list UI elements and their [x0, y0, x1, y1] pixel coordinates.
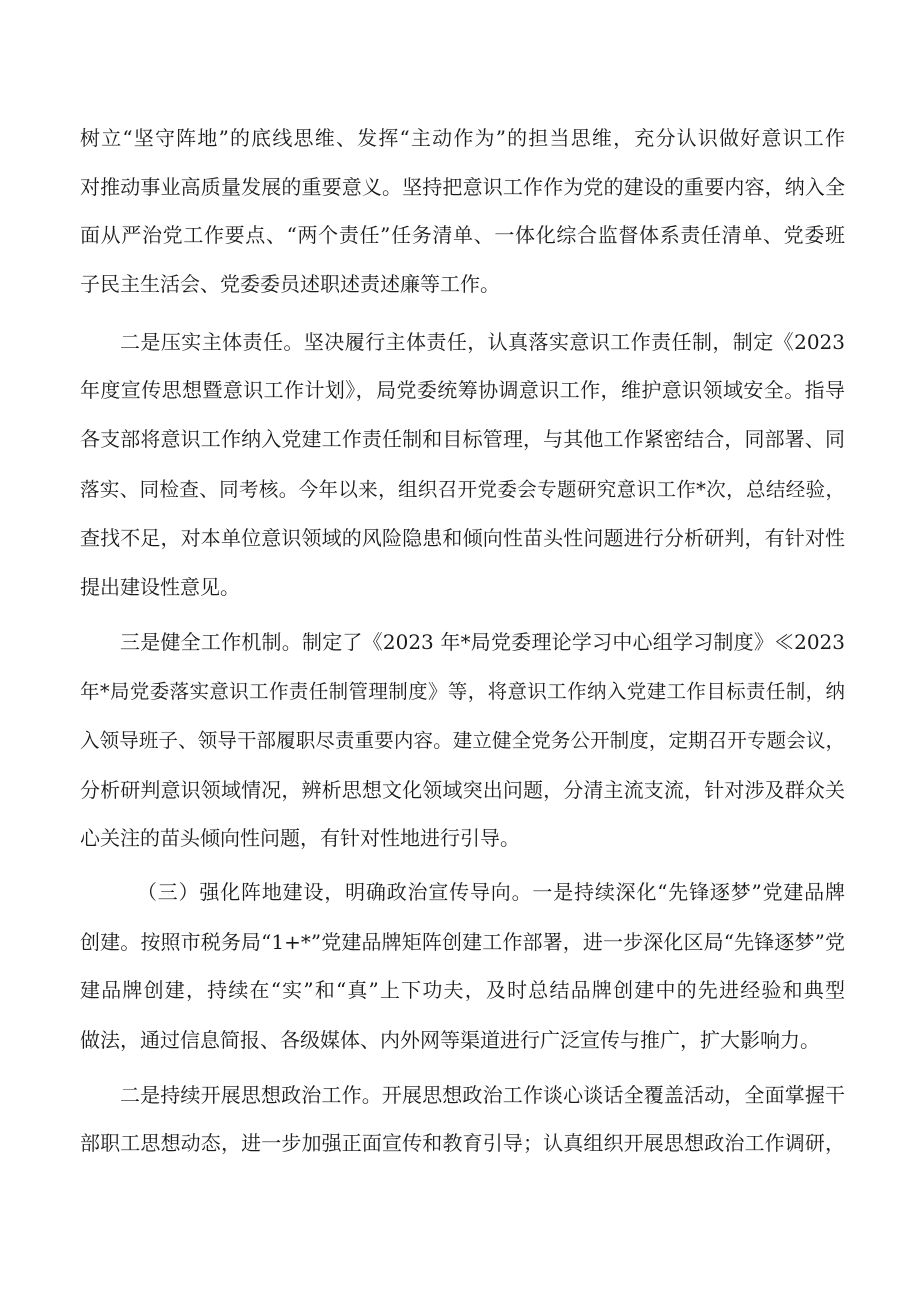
- paragraph-3-line-2: 年*局党委落实意识工作责任制管理制度》等，将意识工作纳入党建工作目标责任制，纳: [80, 680, 845, 703]
- paragraph-3-line-5: 心关注的苗头倾向性问题，有针对性地进行引导。: [80, 826, 520, 850]
- paragraph-2-line-2: 年度宣传思想暨意识工作计划》，局党委统筹协调意识工作，维护意识领域安全。指导: [80, 378, 845, 402]
- paragraph-5-line-1: 二是持续开展思想政治工作。开展思想政治工作谈心谈话全覆盖活动，全面掌握干: [120, 1083, 845, 1107]
- paragraph-4-line-3: 建品牌创建，持续在“实”和“真”上下功夫，及时总结品牌创建中的先进经验和典型: [80, 978, 845, 1002]
- paragraph-4-line-4: 做法，通过信息简报、各级媒体、内外网等渠道进行广泛宣传与推广，扩大影响力。: [80, 1028, 820, 1052]
- paragraph-1-line-3: 面从严治党工作要点、“两个责任”任务清单、一体化综合监督体系责任清单、党委班: [80, 223, 845, 247]
- paragraph-2-line-4: 落实、同检查、同考核。今年以来，组织召开党委会专题研究意识工作*次，总结经验，: [80, 478, 845, 501]
- paragraph-1-line-4: 子民主生活会、党委委员述职述责述廉等工作。: [80, 272, 500, 296]
- paragraph-1-line-2: 对推动事业高质量发展的重要意义。坚持把意识工作作为党的建设的重要内容，纳入全: [80, 175, 845, 199]
- paragraph-1-line-1: 树立“坚守阵地”的底线思维、发挥“主动作为”的担当思维，充分认识做好意识工作: [80, 126, 845, 150]
- paragraph-4-line-1: （三）强化阵地建设，明确政治宣传导向。一是持续深化“先锋逐梦”党建品牌: [137, 880, 845, 904]
- paragraph-2-line-1: 二是压实主体责任。坚决履行主体责任，认真落实意识工作责任制，制定《2023: [120, 330, 845, 354]
- paragraph-2-line-5: 查找不足，对本单位意识领域的风险隐患和倾向性苗头性问题进行分析研判，有针对性: [80, 526, 845, 550]
- paragraph-2-line-6: 提出建设性意见。: [80, 575, 240, 599]
- paragraph-2-line-3: 各支部将意识工作纳入党建工作责任制和目标管理，与其他工作紧密结合，同部署、同: [80, 427, 845, 451]
- paragraph-3-line-4: 分析研判意识领域情况，辨析思想文化领域突出问题，分清主流支流，针对涉及群众关: [80, 778, 845, 802]
- paragraph-3-line-1: 三是健全工作机制。制定了《2023 年*局党委理论学习中心组学习制度》≪2023: [120, 630, 845, 654]
- paragraph-5-line-2: 部职工思想动态，进一步加强正面宣传和教育引导；认真组织开展思想政治工作调研，: [80, 1131, 845, 1155]
- paragraph-4-line-2: 创建。按照市税务局“1+*”党建品牌矩阵创建工作部署，进一步深化区局“先锋逐梦”党: [80, 930, 845, 954]
- paragraph-3-line-3: 入领导班子、领导干部履职尽责重要内容。建立健全党务公开制度，定期召开专题会议，: [80, 729, 845, 752]
